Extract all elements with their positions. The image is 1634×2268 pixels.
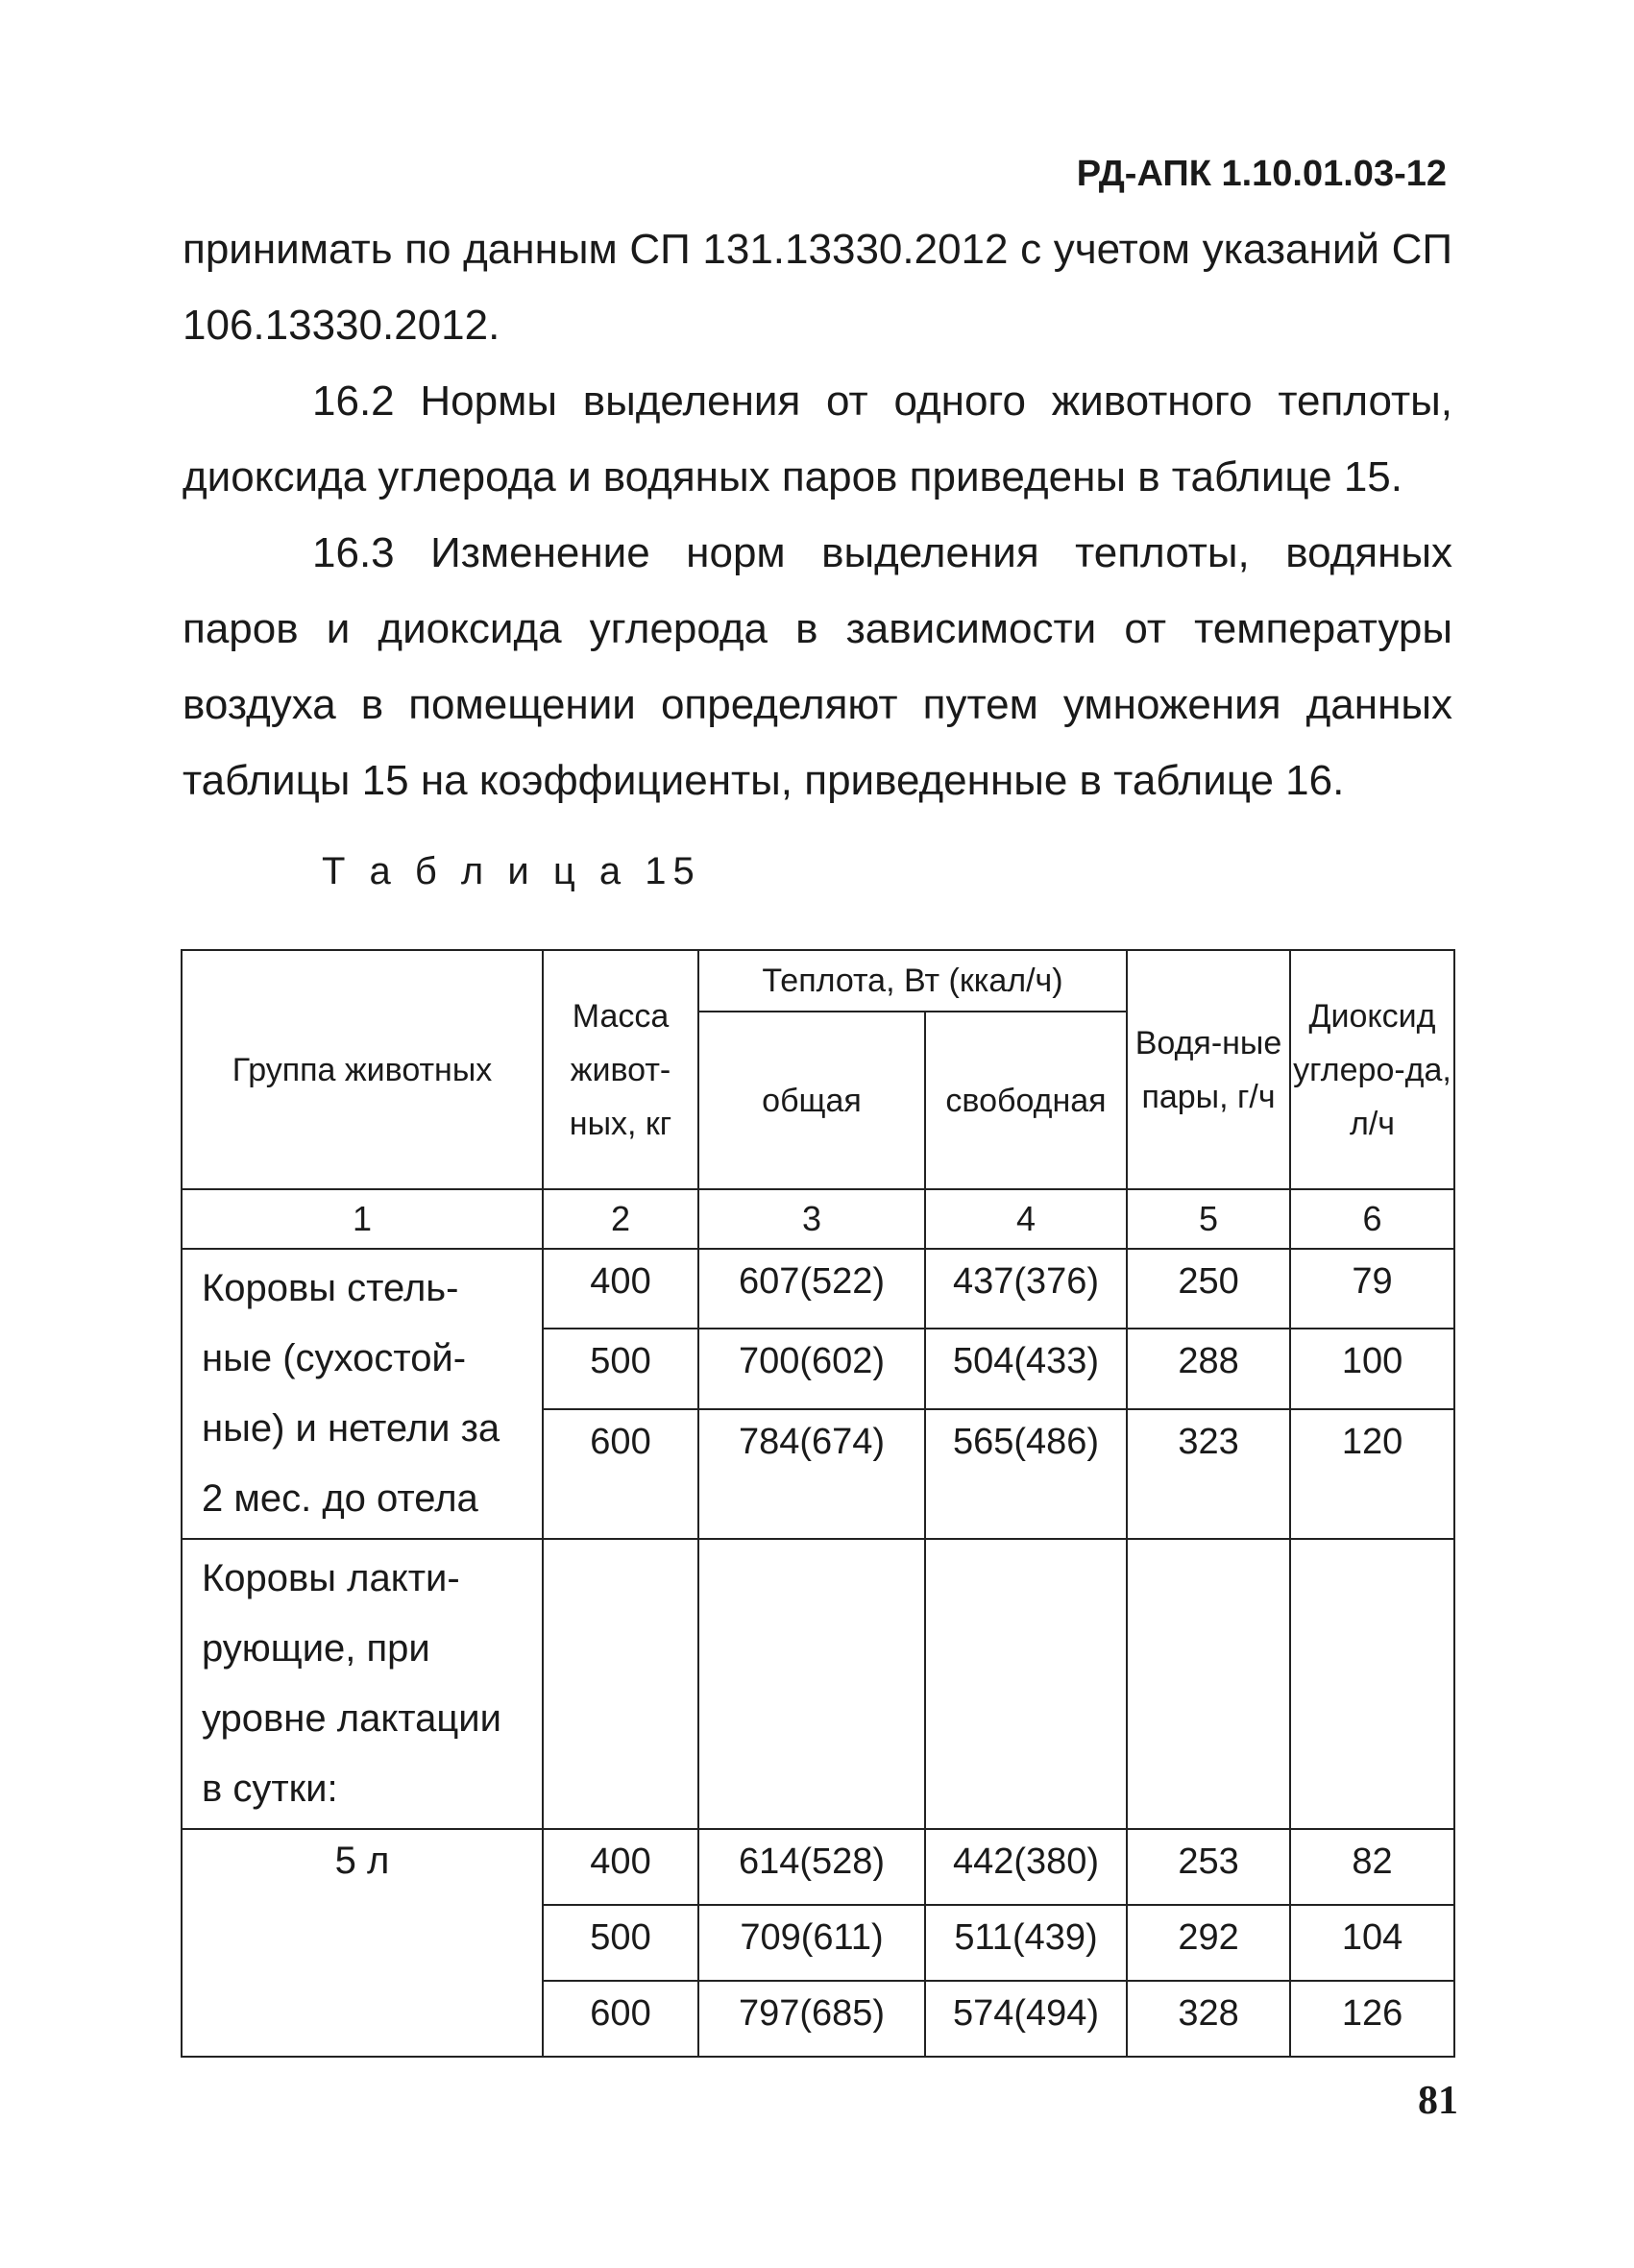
mass-cell: 500 [543, 1329, 698, 1408]
heat-free-cell: 437(376) [925, 1249, 1127, 1329]
mass-cell: 600 [543, 1409, 698, 1539]
header-mass: Масса живот-ных, кг [543, 950, 698, 1189]
heat-free-cell: 565(486) [925, 1409, 1127, 1539]
vapor-cell: 250 [1127, 1249, 1290, 1329]
header-vapor: Водя-ные пары, г/ч [1127, 950, 1290, 1189]
header-group: Группа животных [182, 950, 543, 1189]
mass-cell: 400 [543, 1829, 698, 1905]
column-number: 1 [182, 1189, 543, 1249]
paragraph-continuation: принимать по данным СП 131.13330.2012 с учетом указаний СП 106.13330.2012. [183, 226, 1452, 349]
vapor-cell: 323 [1127, 1409, 1290, 1539]
column-number: 2 [543, 1189, 698, 1249]
header-heat-total: общая [698, 1012, 925, 1189]
vapor-cell: 253 [1127, 1829, 1290, 1905]
emission-norms-table [181, 949, 1455, 2058]
co2-cell: 100 [1290, 1329, 1454, 1408]
document-code: РД-АПК 1.10.01.03-12 [1076, 154, 1447, 194]
co2-cell: 82 [1290, 1829, 1454, 1905]
paragraph-16-3: 16.3 Изменение норм выделения теплоты, водяных паров и диоксида углерода в зависимости от температуры воздуха в помещении определяют путем умножения данных таблицы 15 на коэффициенты, приведенные в таблице 16. [183, 529, 1452, 804]
group-name: Коровы стель-ные (сухостой-ные) и нетели за 2 мес. до отела [182, 1249, 543, 1539]
header-heat: Теплота, Вт (ккал/ч) [698, 950, 1127, 1012]
vapor-cell: 292 [1127, 1905, 1290, 1981]
table-row [182, 1249, 1454, 1329]
mass-cell: 600 [543, 1981, 698, 2057]
empty-cell [698, 1539, 925, 1829]
heat-total-cell: 784(674) [698, 1409, 925, 1539]
empty-cell [1127, 1539, 1290, 1829]
column-number: 3 [698, 1189, 925, 1249]
column-number: 5 [1127, 1189, 1290, 1249]
heat-total-cell: 614(528) [698, 1829, 925, 1905]
mass-cell: 500 [543, 1905, 698, 1981]
heat-total-cell: 797(685) [698, 1981, 925, 2057]
heat-free-cell: 511(439) [925, 1905, 1127, 1981]
empty-cell [543, 1539, 698, 1829]
vapor-cell: 288 [1127, 1329, 1290, 1408]
table-row [182, 1539, 1454, 1829]
co2-cell: 79 [1290, 1249, 1454, 1329]
heat-total-cell: 700(602) [698, 1329, 925, 1408]
column-number-row [182, 1189, 1454, 1249]
group-name: 5 л [182, 1829, 543, 2057]
empty-cell [925, 1539, 1127, 1829]
page-number: 81 [1418, 2079, 1458, 2123]
heat-free-cell: 504(433) [925, 1329, 1127, 1408]
heat-free-cell: 574(494) [925, 1981, 1127, 2057]
paragraph-16-2: 16.2 Нормы выделения от одного животного теплоты, диоксида углерода и водяных паров приведены в таблице 15. [183, 378, 1452, 500]
heat-free-cell: 442(380) [925, 1829, 1127, 1905]
vapor-cell: 328 [1127, 1981, 1290, 2057]
empty-cell [1290, 1539, 1454, 1829]
co2-cell: 104 [1290, 1905, 1454, 1981]
group-name: Коровы лакти-рующие, при уровне лактации в сутки: [182, 1539, 543, 1829]
table-caption: Т а б л и ц а 15 [322, 850, 701, 892]
co2-cell: 126 [1290, 1981, 1454, 2057]
column-number: 6 [1290, 1189, 1454, 1249]
co2-cell: 120 [1290, 1409, 1454, 1539]
mass-cell: 400 [543, 1249, 698, 1329]
header-heat-free: свободная [925, 1012, 1127, 1189]
header-co2: Диоксид углеро-да, л/ч [1290, 950, 1454, 1189]
heat-total-cell: 607(522) [698, 1249, 925, 1329]
column-number: 4 [925, 1189, 1127, 1249]
heat-total-cell: 709(611) [698, 1905, 925, 1981]
table-row [182, 1829, 1454, 1905]
